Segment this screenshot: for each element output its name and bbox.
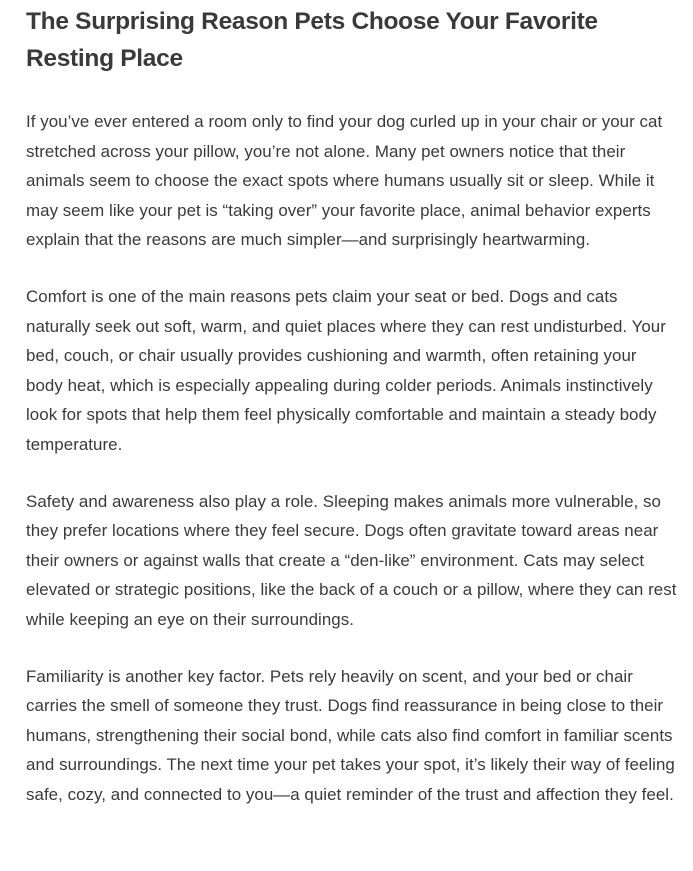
article-title: The Surprising Reason Pets Choose Your Favorite Resting Place bbox=[26, 8, 598, 72]
article-paragraph-1: If you’ve ever entered a room only to find your dog curled up in your chair or your cat stretched across your pillow, you’re not alone. Many pet owners notice that their animals seem to choose the exact spots where humans usually sit or sleep. While it may seem like your pet is “taking over” your favorite place, animal behavior experts explain that the reasons are much simpler—and surprisingly heartwarming. bbox=[26, 112, 663, 250]
article bbox=[26, 0, 678, 809]
article-paragraph-2: Comfort is one of the main reasons pets claim your seat or bed. Dogs and cats naturally seek out soft, warm, and quiet places where they can rest undisturbed. Your bed, couch, or chair usually provides cushioning and warmth, often retaining your body heat, which is especially appealing during colder periods. Animals instinctively look for spots that help them feel physically comfortable and maintain a steady body temperature. bbox=[26, 286, 666, 454]
article-paragraph-3: Safety and awareness also play a role. Sleeping makes animals more vulnerable, so they prefer locations where they feel secure. Dogs often gravitate toward areas near their owners or against walls that create a “den-like” environment. Cats may select elevated or strategic positions, like the back of a couch or a pillow, where they can rest while keeping an eye on their surroundings. bbox=[26, 491, 677, 629]
article-paragraph-4: Familiarity is another key factor. Pets rely heavily on scent, and your bed or chair carries the smell of someone they trust. Dogs find reassurance in being close to their humans, strengthening their social bond, while cats also find comfort in familiar scents and surroundings. The next time your pet takes your spot, it’s likely their way of feeling safe, cozy, and connected to you—a quiet reminder of the trust and affection they feel. bbox=[26, 666, 675, 804]
